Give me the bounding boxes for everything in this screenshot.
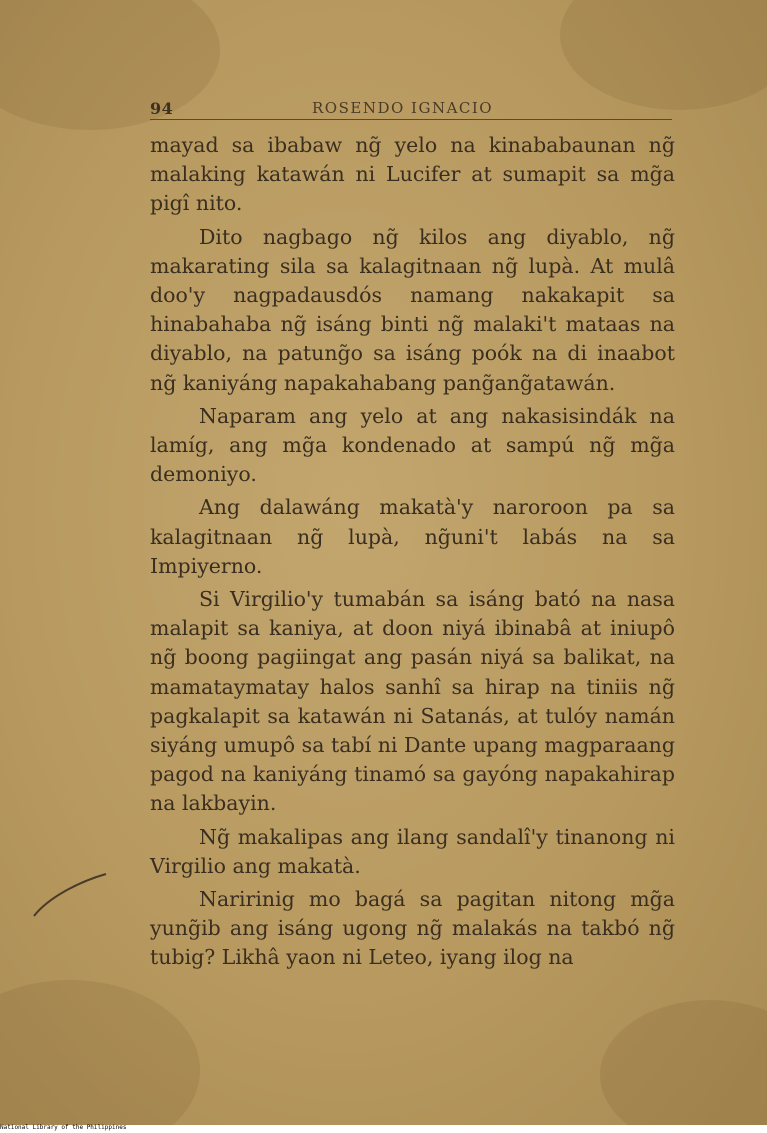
paragraph: mayad sa ibabaw ng̃ yelo na kinababaunan ng̃ malaking katawán ni Lucifer at sumapit sa mg̃a pigî nito. <box>150 133 675 216</box>
paragraph: Ang dalawáng makatà'y naroroon pa sa kalagitnaan ng̃ lupà, ng̃uni't labás na sa Impiyerno. <box>150 495 675 578</box>
running-head: ROSENDO IGNACIO <box>312 99 494 117</box>
paper-stain <box>0 980 200 1125</box>
footer-credit: National Library of the Philippines <box>0 1124 127 1131</box>
paragraph: Si Virgilio'y tumabán sa isáng bató na nasa malapit sa kaniya, at doon niyá ibinabâ at iniupô ng̃ boong pagiingat ang pasán niyá sa balikat, na mamataymatay halos sanhî sa hirap na tiniis ng̃ pagkalapit sa katawán ni Satanás, at tulóy namán siyáng umupô sa tabí ni Dante upang magparaang pagod na kaniyáng tinamó sa gayóng napakahirap na lakbayin. <box>150 587 675 816</box>
footer <box>0 1125 767 1133</box>
paper-stain <box>560 0 767 110</box>
page-header <box>150 97 672 120</box>
pencil-mark <box>28 868 108 928</box>
paragraph: Naparam ang yelo at ang nakasisindák na lamíg, ang mg̃a kondenado at sampú ng̃ mg̃a demoniyo. <box>150 403 675 487</box>
paragraph: Ng̃ makalipas ang ilang sandalî'y tinanong ni Virgilio ang makatà. <box>150 824 675 878</box>
paper-stain <box>600 1000 767 1125</box>
body-text <box>150 131 675 977</box>
paragraph: Naririnig mo bagá sa pagitan nitong mg̃a yung̃ib ang isáng ugong ng̃ malakás na takbó ng̃ tubig? Likhâ yaon ni Leteo, iyang ilog na <box>150 887 675 970</box>
page-number: 94 <box>150 99 174 118</box>
paragraph: Dito nagbago ng̃ kilos ang diyablo, ng̃ makarating sila sa kalagitnaan ng̃ lupà. At mulâ doo'y nagpadausdós namang nakakapit sa hinabahaba ng̃ isáng binti ng̃ malaki't mataas na diyablo, na patung̃o sa isáng poók na di inaabot ng̃ kaniyáng napakahabang pang̃ang̃atawán. <box>150 224 675 395</box>
